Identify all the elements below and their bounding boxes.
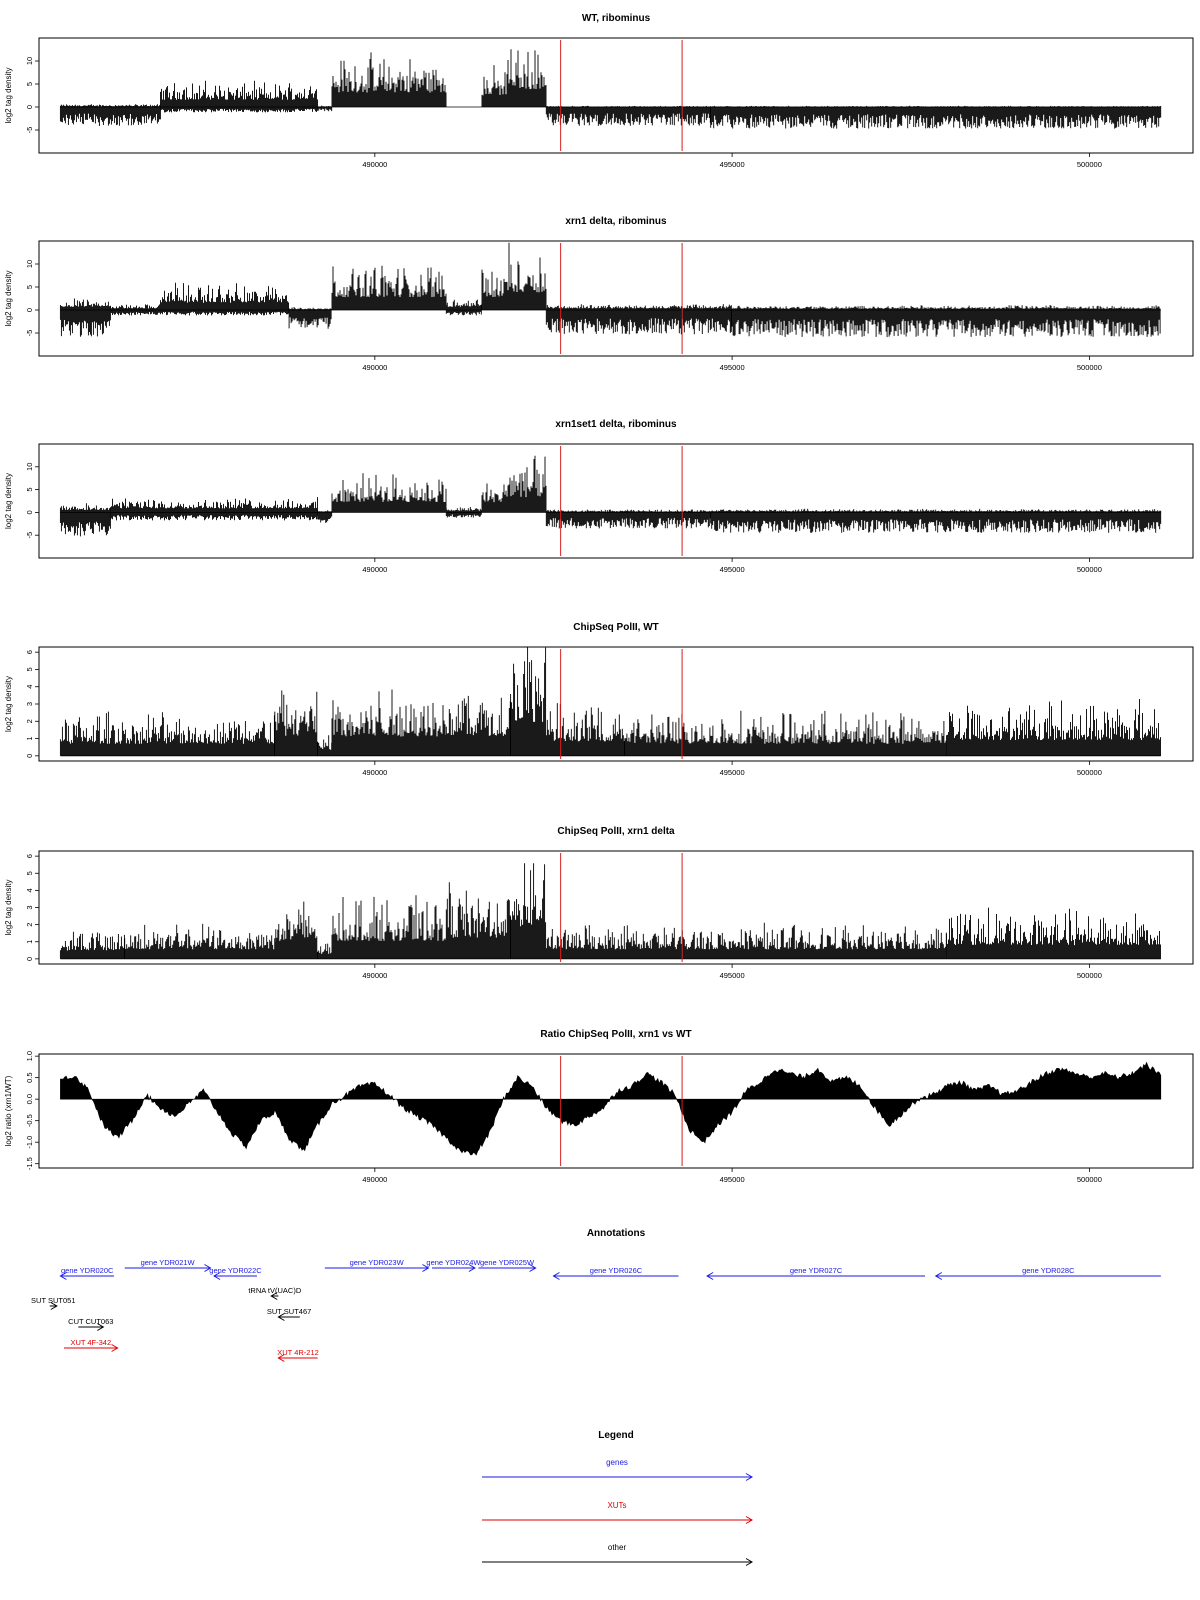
legend-item [482,1543,752,1566]
legend-title: Legend [598,1430,634,1441]
y-tick-label: 6 [25,650,34,655]
feature-label: tRNA tV(UAC)D [248,1286,302,1295]
signal-bars [60,863,1160,959]
signal-bars [60,243,1160,337]
annotation-feature [125,1258,211,1272]
feature-label: gene YDR027C [789,1266,843,1275]
chart-title: ChipSeq PolII, xrn1 delta [557,826,675,837]
x-tick-label: 490000 [362,971,388,980]
x-tick-label: 495000 [719,565,745,574]
feature-label: XUT 4F-342 [70,1338,112,1347]
annotation-feature [478,1258,535,1272]
y-axis-label: log2 tag density [4,879,13,936]
feature-label: XUT 4R-212 [277,1348,319,1357]
y-tick-label: 5 [25,487,34,492]
signal-trace [60,863,1160,959]
ratio-area [60,1062,1160,1155]
annotation-feature [553,1266,678,1280]
x-tick-label: 495000 [719,363,745,372]
y-tick-label: -5 [25,126,34,134]
x-tick-label: 500000 [1076,160,1102,169]
chart-panel-3 [4,419,1193,574]
y-axis-label: log2 ratio (xrn1/WT) [4,1075,13,1147]
y-tick-label: 0 [25,104,34,110]
y-axis-label: log2 tag density [4,270,13,327]
y-axis-label: log2 tag density [4,472,13,530]
signal-trace [60,49,1160,128]
y-tick-label: 10 [25,56,34,66]
y-tick-label: 10 [25,462,34,471]
annotations-title: Annotations [586,1228,646,1239]
y-tick-label: 5 [25,81,34,87]
x-tick-label: 495000 [719,160,745,169]
y-tick-label: 0 [25,753,34,758]
annotation-feature [277,1348,319,1362]
y-tick-label: 5 [25,667,34,672]
annotation-feature [936,1266,1161,1280]
chart-panel-6 [4,1029,1193,1184]
feature-label: gene YDR025W [479,1258,535,1267]
plot-frame [39,1054,1193,1168]
y-tick-label: 3 [25,701,34,707]
legend-item [482,1501,752,1524]
y-tick-label: 2 [25,922,34,927]
chart-title: Ratio ChipSeq PolII, xrn1 vs WT [540,1029,692,1040]
chart-title: WT, ribominus [581,13,651,24]
chart-title: xrn1 delta, ribominus [565,216,667,227]
y-tick-label: 0 [25,307,34,313]
signal-bars [60,456,1160,537]
feature-label: gene YDR028C [1022,1266,1075,1275]
y-tick-label: 0.0 [25,1093,34,1105]
x-tick-label: 500000 [1076,565,1102,574]
y-tick-label: 6 [25,854,34,859]
x-tick-label: 500000 [1076,363,1102,372]
y-tick-label: -5 [25,329,34,337]
y-tick-label: 3 [25,905,34,910]
signal-bars [60,647,1160,756]
chart-title: ChipSeq PolII, WT [573,622,659,633]
feature-label: SUT SUT051 [31,1296,76,1305]
y-tick-label: 5 [25,284,34,290]
plot-frame [39,444,1193,558]
signal-trace [60,243,1160,337]
annotations-panel [31,1228,1161,1362]
y-tick-label: -5 [25,531,34,539]
annotation-feature [248,1286,302,1300]
feature-label: CUT CUT063 [68,1317,114,1326]
annotation-feature [267,1307,311,1321]
y-tick-label: 2 [25,719,34,724]
x-tick-label: 490000 [362,160,388,169]
y-tick-label: -0.5 [25,1114,34,1128]
y-tick-label: 0.5 [25,1072,34,1083]
legend-panel [482,1430,752,1566]
y-tick-label: 4 [25,684,34,689]
annotation-feature [325,1258,429,1272]
annotation-feature [31,1296,75,1310]
y-tick-label: 1.0 [25,1050,34,1062]
x-tick-label: 490000 [362,363,388,372]
y-tick-label: -1.5 [25,1157,34,1171]
signal-trace [60,456,1160,537]
y-tick-label: 0 [25,510,34,515]
signal-bars [60,49,1160,128]
x-tick-label: 490000 [362,565,388,574]
y-tick-label: 0 [25,956,34,961]
y-tick-label: 10 [25,259,34,269]
chart-title: xrn1set1 delta, ribominus [555,419,677,430]
y-axis-label: log2 tag density [4,675,13,733]
feature-label: SUT SUT467 [266,1307,312,1316]
y-tick-label: 5 [25,871,34,876]
y-tick-label: 1 [25,736,34,741]
legend-label: XUTs [607,1501,627,1510]
feature-label: gene YDR026C [589,1266,643,1275]
feature-label: gene YDR023W [349,1258,404,1267]
chart-panel-4 [4,622,1193,777]
chart-panel-5 [4,826,1193,980]
x-tick-label: 500000 [1076,1175,1102,1184]
chart-panel-2 [4,216,1193,372]
feature-label: gene YDR022C [209,1266,262,1275]
plot-frame [39,38,1193,153]
x-tick-label: 495000 [719,971,745,980]
annotation-feature [64,1338,118,1352]
feature-label: gene YDR024W [426,1258,481,1267]
x-tick-label: 495000 [719,1175,745,1184]
signal-trace [60,647,1160,756]
y-tick-label: -1.0 [25,1135,34,1149]
annotation-feature [209,1266,262,1280]
feature-label: gene YDR020C [61,1266,114,1275]
x-tick-label: 500000 [1076,971,1102,980]
x-tick-label: 490000 [362,768,388,777]
y-tick-label: 1 [25,939,34,944]
legend-label: genes [606,1458,628,1467]
annotation-feature [707,1266,925,1280]
x-tick-label: 495000 [719,768,745,777]
feature-label: gene YDR021W [140,1258,195,1267]
y-axis-label: log2 tag density [4,67,13,124]
legend-item [482,1458,752,1481]
legend-label: other [607,1543,627,1552]
annotation-feature [60,1266,114,1280]
chart-panel-1 [4,13,1193,169]
y-tick-label: 4 [25,888,34,893]
annotation-feature [68,1317,113,1331]
x-tick-label: 500000 [1076,768,1102,777]
x-tick-label: 490000 [362,1175,388,1184]
annotation-feature [426,1258,481,1272]
